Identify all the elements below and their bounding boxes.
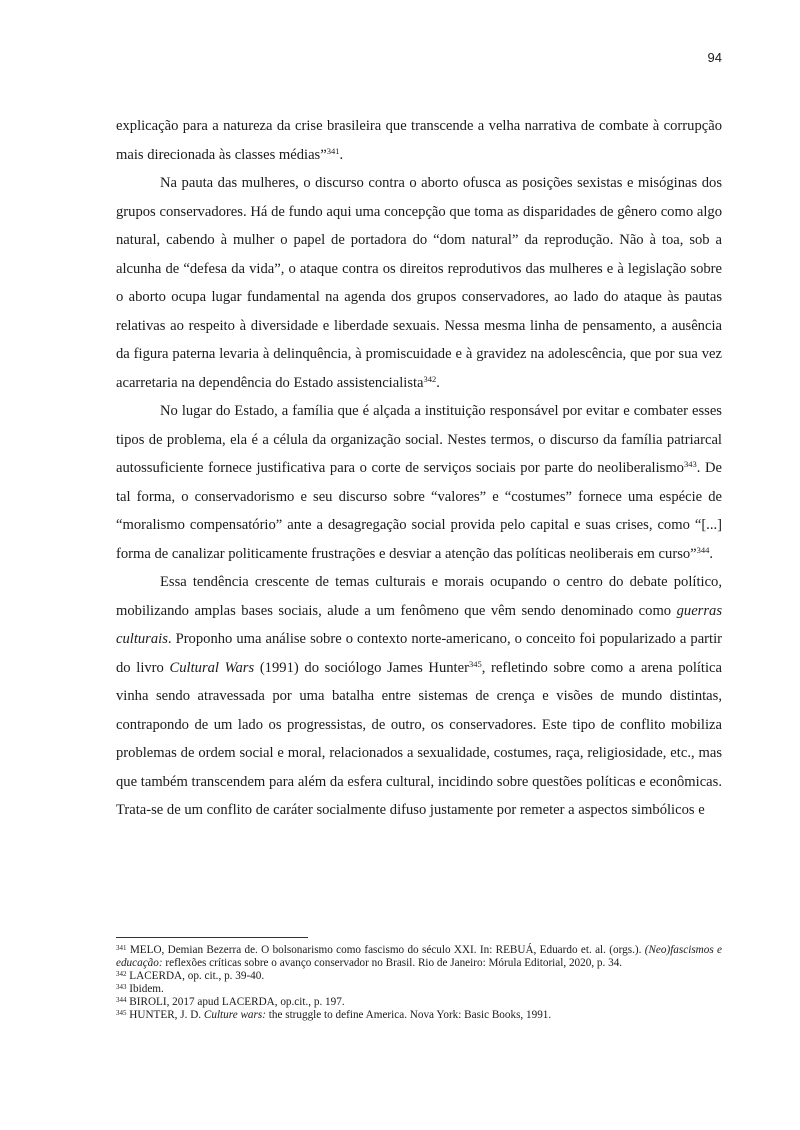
text-run: explicação para a natureza da crise brasileira que transcende a velha narrativa de combate à corrupção mais direcionada às classes médias” <box>116 118 722 163</box>
footnote-ref: 344 <box>116 996 127 1004</box>
italic-text: Cultural Wars <box>169 659 255 676</box>
text-run: Na pauta das mulheres, o discurso contra o aborto ofusca as posições sexistas e misóginas dos grupos conservadores. Há de fundo aqui uma concepção que toma as disparidades de gênero como algo natural, cabendo à mulher o papel de portadora do “dom natural” da reprodução. Não à toa, sob a alcunha de “defesa da vida”, o ataque contra os direitos reprodutivos das mulheres e à legislação sobre o aborto ocupa lugar fundamental na agenda dos grupos conservadores, ao lado do ataque às pautas relativas ao respeito à diversidade e liberdade sexuais. Nessa mesma linha de pensamento, a ausência da figura paterna levaria à delinquência, à promiscuidade e à gravidez na adolescência, que por sua vez acarretaria na dependência do Estado assistencialista <box>116 175 722 391</box>
footnote-ref: 342 <box>116 970 127 978</box>
footnote-ref: 345 <box>468 658 482 669</box>
footnote-ref: 342 <box>423 373 437 384</box>
footnote-separator <box>116 937 308 938</box>
text-run: , refletindo sobre como a arena política vinha sendo atravessada por uma batalha entre sistemas de crença e visões de mundo distintas, contrapondo de um lado os progressistas, de outro, os conservadores. Este tipo de conflito mobiliza problemas de ordem social e moral, relacionados a sexualidade, costumes, raça, religiosidade, etc., mas que também transcendem para além da esfera cultural, incidindo sobre questões políticas e econômicas. Trata-se de um conflito de caráter socialmente difuso justamente por remeter a aspectos simbólicos e <box>116 659 722 818</box>
text-run: . <box>709 545 714 562</box>
text-run: . De tal forma, o conservadorismo e seu discurso sobre “valores” e “costumes” fornece uma espécie de “moralismo compensatório” ante a desagregação social provida pelo capital e suas crises, como “[...] forma de canalizar politicamente frustrações e desviar a atenção das políticas neoliberais em curso” <box>116 460 722 562</box>
text-run: BIROLI, 2017 apud LACERDA, op.cit., p. 197. <box>126 996 345 1008</box>
text-run: Essa tendência crescente de temas culturais e morais ocupando o centro do debate político, mobilizando amplas bases sociais, alude a um fenômeno que vêm sendo denominado como <box>116 574 722 619</box>
text-run: . <box>339 146 344 163</box>
text-run: MELO, Demian Bezerra de. O bolsonarismo como fascismo do século XXI. In: REBUÁ, Eduardo et. al. (orgs.). <box>126 944 645 956</box>
footnote-ref: 341 <box>326 145 340 156</box>
page-number: 94 <box>707 50 722 65</box>
text-run: the struggle to define America. Nova York: Basic Books, 1991. <box>265 1009 552 1021</box>
footnotes <box>116 944 722 1022</box>
text-run: No lugar do Estado, a família que é alçada a instituição responsável por evitar e combater esses tipos de problema, ela é a célula da organização social. Nestes termos, o discurso da família patriarcal autossuficiente fornece justificativa para o corte de serviços sociais por parte do neoliberalismo <box>116 403 722 476</box>
text-run: . <box>436 374 440 391</box>
paragraph <box>116 112 722 169</box>
paragraph <box>116 568 722 825</box>
footnote <box>116 1009 722 1022</box>
italic-text: (Neo)fascismos e educação: <box>116 944 722 969</box>
text-run: Ibidem. <box>126 983 164 995</box>
footnote-ref: 343 <box>683 459 697 469</box>
footnote <box>116 983 722 996</box>
footnote-ref: 344 <box>696 544 710 555</box>
footnote-ref: 341 <box>116 944 127 952</box>
paragraph <box>116 397 722 568</box>
footnote-ref: 343 <box>116 983 127 991</box>
paragraph <box>116 169 722 397</box>
text-run: HUNTER, J. D. <box>126 1009 204 1021</box>
footnote <box>116 996 722 1009</box>
body-text <box>116 112 722 825</box>
text-run: (1991) do sociólogo James Hunter <box>254 659 469 676</box>
italic-text: guerras culturais <box>116 602 722 647</box>
footnote <box>116 970 722 983</box>
footnote-ref: 345 <box>116 1009 127 1017</box>
footnote <box>116 944 722 970</box>
text-run: LACERDA, op. cit., p. 39-40. <box>126 970 265 982</box>
italic-text: Culture wars: <box>203 1009 266 1021</box>
text-run: reflexões críticas sobre o avanço conservador no Brasil. Rio de Janeiro: Mórula Editorial, 2020, p. 34. <box>162 957 623 969</box>
text-run: . Proponho uma análise sobre o contexto norte-americano, o conceito foi popularizado a partir do livro <box>116 631 722 676</box>
